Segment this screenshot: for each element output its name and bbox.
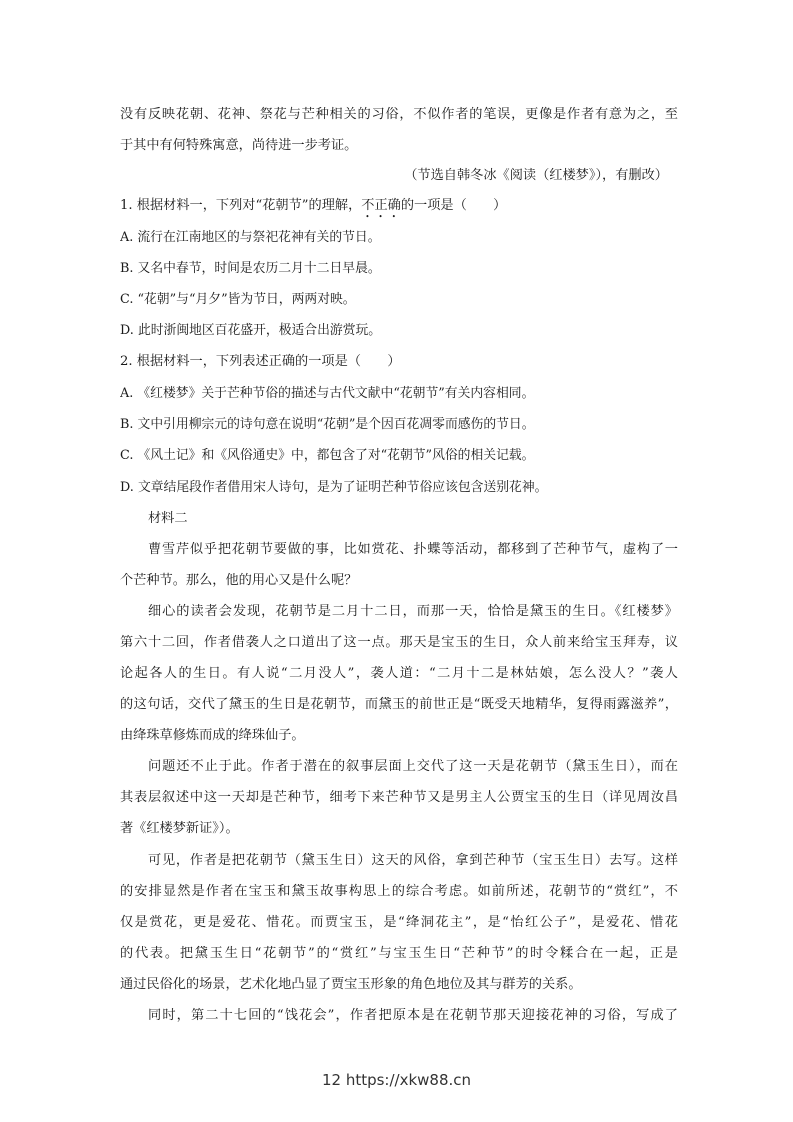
paragraph-line: 其表层叙述中这一天却是芒种节，细考下来芒种节又是男主人公贾宝玉的生日（详见周汝昌 xyxy=(120,790,678,805)
question-2-option-b: B. 文中引用柳宗元的诗句意在说明“花朝”是个因百花凋零而感伤的节日。 xyxy=(120,417,535,432)
question-1-option-c: C. “花朝”与“月夕”皆为节日，两两对映。 xyxy=(120,292,356,307)
paragraph-line: 第六十二回，作者借袭人之口道出了这一点。那天是宝玉的生日，众人前来给宝玉拜寿，议 xyxy=(120,635,678,650)
material-2-heading: 材料二 xyxy=(148,511,188,526)
paragraph-line: 的这句话，交代了黛玉的生日是花朝节，而黛玉的前世正是“既受天地精华，复得雨露滋养”， xyxy=(120,697,678,712)
question-1-stem: 1. 根据材料一，下列对“花朝节”的理解，不正确的一项是（ ） xyxy=(120,198,507,213)
intro-line-1: 没有反映花朝、花神、祭花与芒种相关的习俗，不似作者的笔误，更像是作者有意为之，至 xyxy=(120,107,678,122)
question-1-option-d: D. 此时浙闽地区百花盛开，极适合出游赏玩。 xyxy=(120,323,382,338)
paragraph-line: 个芒种节。那么，他的用心又是什么呢？ xyxy=(120,573,358,588)
question-2-option-c: C. 《风土记》和《风俗通史》中，都包含了对“花朝节”风俗的相关记载。 xyxy=(120,448,535,463)
question-1-option-b: B. 又名中春节，时间是农历二月十二日早晨。 xyxy=(120,261,381,276)
paragraph-line: 细心的读者会发现，花朝节是二月十二日，而那一天，恰恰是黛玉的生日。《红楼梦》 xyxy=(148,604,678,619)
paragraph-line: 可见，作者是把花朝节（黛玉生日）这天的风俗，拿到芒种节（宝玉生日）去写。这样 xyxy=(148,853,678,868)
question-2-option-d: D. 文章结尾段作者借用宋人诗句，是为了证明芒种节俗应该包含送别花神。 xyxy=(120,480,548,495)
paragraph-line: 论起各人的生日。有人说“二月没人”，袭人道：“二月十二是林姑娘，怎么没人？”袭人 xyxy=(120,666,678,681)
paragraph-line: 著《红楼梦新证》）。 xyxy=(120,821,239,836)
paragraph-line: 问题还不止于此。作者于潜在的叙事层面上交代了这一天是花朝节（黛玉生日），而在 xyxy=(148,759,678,774)
emphasis-marks: 不正确 xyxy=(361,198,401,213)
paragraph-line: 的安排显然是作者在宝玉和黛玉故事构思上的综合考虑。如前所述，花朝节的“赏红”，不 xyxy=(120,884,678,899)
question-2-option-a: A. 《红楼梦》关于芒种节俗的描述与古代文献中“花朝节”有关内容相同。 xyxy=(120,386,535,401)
page-footer: 12 https://xkw88.cn xyxy=(321,1071,472,1089)
paragraph-line: 的代表。把黛玉生日“花朝节”的“赏红”与宝玉生日“芒种节”的时令糅合在一起，正是 xyxy=(120,946,678,961)
question-1-option-a: A. 流行在江南地区的与祭祀花神有关的节日。 xyxy=(120,230,381,245)
paragraph-line: 曹雪芹似乎把花朝节要做的事，比如赏花、扑蝶等活动，都移到了芒种节气，虚构了一 xyxy=(148,542,678,557)
source-citation: （节选自韩冬冰《阅读（红楼梦》），有删改） xyxy=(404,168,668,183)
question-2-stem: 2. 根据材料一，下列表述正确的一项是（ ） xyxy=(120,354,401,369)
paragraph-line: 仅是赏花，更是爱花、惜花。而贾宝玉，是“绛洞花主”，是“怡红公子”，是爱花、惜花 xyxy=(120,915,678,930)
paragraph-line: 同时，第二十七回的“饯花会”，作者把原本是在花朝节那天迎接花神的习俗，写成了 xyxy=(148,1008,678,1023)
paragraph-line: 通过民俗化的场景，艺术化地凸显了贾宝玉形象的角色地位及其与群芳的关系。 xyxy=(120,977,582,992)
paragraph-line: 由绛珠草修炼而成的绛珠仙子。 xyxy=(120,728,305,743)
intro-line-2: 于其中有何特殊寓意，尚待进一步考证。 xyxy=(120,138,358,153)
